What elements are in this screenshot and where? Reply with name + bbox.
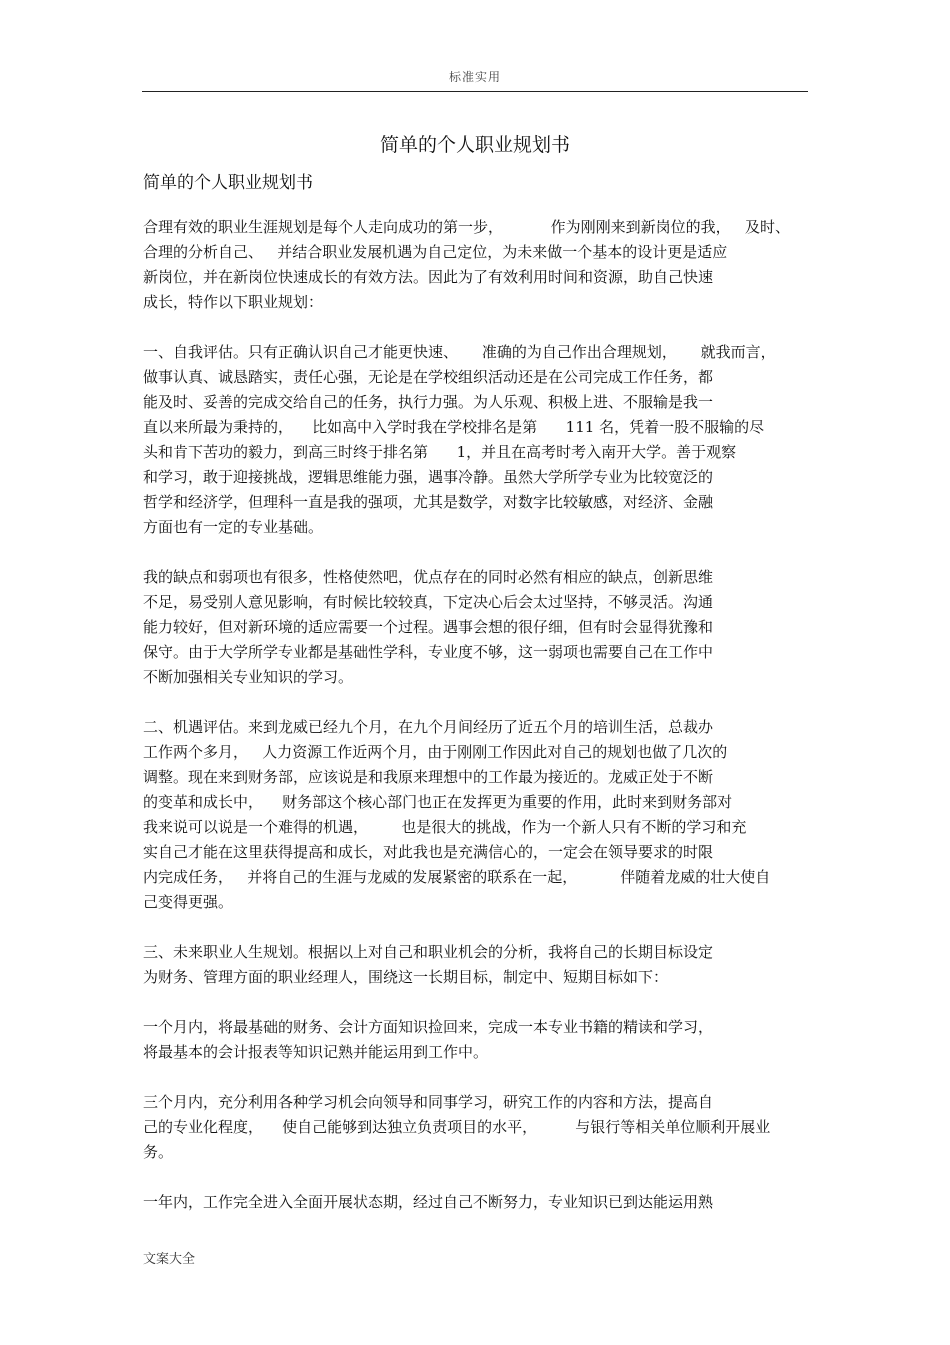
paragraph-line: 不足，易受别人意见影响，有时候比较较真，下定决心后会太过坚持，不够灵活。沟通 xyxy=(143,593,714,611)
paragraph-line: 能及时、妥善的完成交给自己的任务，执行力强。为人乐观、积极上进、不服输是我一 xyxy=(143,393,714,411)
paragraph-line: 和学习，敢于迎接挑战，逻辑思维能力强，遇事冷静。虽然大学所学专业为比较宽泛的 xyxy=(143,468,714,486)
paragraph-line: 头和肯下苦功的毅力，到高三时终于排名第 1，并且在高考时考入南开大学。善于观察 xyxy=(143,443,737,461)
paragraph xyxy=(143,565,811,690)
paragraph-line: 工作两个多月， 人力资源工作近两个月，由于刚刚工作因此对自己的规划也做了几次的 xyxy=(143,743,728,761)
document-subtitle: 简单的个人职业规划书 xyxy=(143,173,313,193)
paragraph xyxy=(143,1190,811,1215)
document-body xyxy=(143,215,811,1240)
paragraph-line: 三、未来职业人生规划。根据以上对自己和职业机会的分析，我将自己的长期目标设定 xyxy=(143,943,714,961)
paragraph xyxy=(143,715,811,915)
paragraph xyxy=(143,1090,811,1165)
paragraph-line: 一、自我评估。只有正确认识自己才能更快速、 准确的为自己作出合理规划， 就我而言， xyxy=(143,343,776,361)
paragraph-line: 务。 xyxy=(143,1143,174,1161)
page-header: 标准实用 xyxy=(448,70,501,84)
paragraph-line: 成长，特作以下职业规划： xyxy=(143,293,324,311)
paragraph xyxy=(143,1015,811,1065)
paragraph-line: 为财务、管理方面的职业经理人，围绕这一长期目标，制定中、短期目标如下： xyxy=(143,968,669,986)
paragraph-line: 保守。由于大学所学专业都是基础性学科，专业度不够，这一弱项也需要自己在工作中 xyxy=(143,643,714,661)
paragraph-line: 二、机遇评估。来到龙威已经九个月，在九个月间经历了近五个月的培训生活，总裁办 xyxy=(143,718,714,736)
paragraph-line: 我的缺点和弱项也有很多，性格使然吧，优点存在的同时必然有相应的缺点，创新思维 xyxy=(143,568,714,586)
header-divider xyxy=(142,91,808,92)
paragraph-line: 哲学和经济学，但理科一直是我的强项，尤其是数学，对数字比较敏感，对经济、金融 xyxy=(143,493,714,511)
paragraph-line: 己的专业化程度， 使自己能够到达独立负责项目的水平， 与银行等相关单位顺利开展业 xyxy=(143,1118,771,1136)
paragraph xyxy=(143,215,811,315)
paragraph-line: 的变革和成长中， 财务部这个核心部门也正在发挥更为重要的作用，此时来到财务部对 xyxy=(143,793,733,811)
paragraph-line: 直以来所最为秉持的， 比如高中入学时我在学校排名是第 111 名，凭着一股不服输的尽 xyxy=(143,418,765,436)
paragraph-line: 一个月内，将最基础的财务、会计方面知识捡回来，完成一本专业书籍的精读和学习， xyxy=(143,1018,714,1036)
paragraph-line: 内完成任务， 并将自己的生涯与龙威的发展紧密的联系在一起， 伴随着龙威的壮大使自 xyxy=(143,868,771,886)
paragraph-line: 三个月内，充分利用各种学习机会向领导和同事学习，研究工作的内容和方法，提高自 xyxy=(143,1093,714,1111)
paragraph-line: 能力较好，但对新环境的适应需要一个过程。遇事会想的很仔细，但有时会显得犹豫和 xyxy=(143,618,714,636)
document-title: 简单的个人职业规划书 xyxy=(379,134,570,156)
paragraph-line: 合理有效的职业生涯规划是每个人走向成功的第一步， 作为刚刚来到新岗位的我， 及时、 xyxy=(143,218,790,236)
paragraph-line: 一年内，工作完全进入全面开展状态期，经过自己不断努力，专业知识已到达能运用熟 xyxy=(143,1193,714,1211)
paragraph-line: 新岗位，并在新岗位快速成长的有效方法。因此为了有效利用时间和资源，助自己快速 xyxy=(143,268,714,286)
paragraph-line: 实自己才能在这里获得提高和成长，对此我也是充满信心的，一定会在领导要求的时限 xyxy=(143,843,714,861)
paragraph-line: 调整。现在来到财务部，应该说是和我原来理想中的工作最为接近的。龙威正处于不断 xyxy=(143,768,714,786)
paragraph-line: 做事认真、诚恳踏实，责任心强，无论是在学校组织活动还是在公司完成工作任务，都 xyxy=(143,368,714,386)
paragraph-line: 合理的分析自己、 并结合职业发展机遇为自己定位，为未来做一个基本的设计更是适应 xyxy=(143,243,728,261)
paragraph-line: 不断加强相关专业知识的学习。 xyxy=(143,668,354,686)
paragraph-line: 方面也有一定的专业基础。 xyxy=(143,518,324,536)
paragraph-line: 将最基本的会计报表等知识记熟并能运用到工作中。 xyxy=(143,1043,489,1061)
paragraph-line: 己变得更强。 xyxy=(143,893,234,911)
paragraph xyxy=(143,340,811,540)
paragraph-line: 我来说可以说是一个难得的机遇， 也是很大的挑战，作为一个新人只有不断的学习和充 xyxy=(143,818,747,836)
page-footer: 文案大全 xyxy=(143,1252,196,1267)
paragraph xyxy=(143,940,811,990)
